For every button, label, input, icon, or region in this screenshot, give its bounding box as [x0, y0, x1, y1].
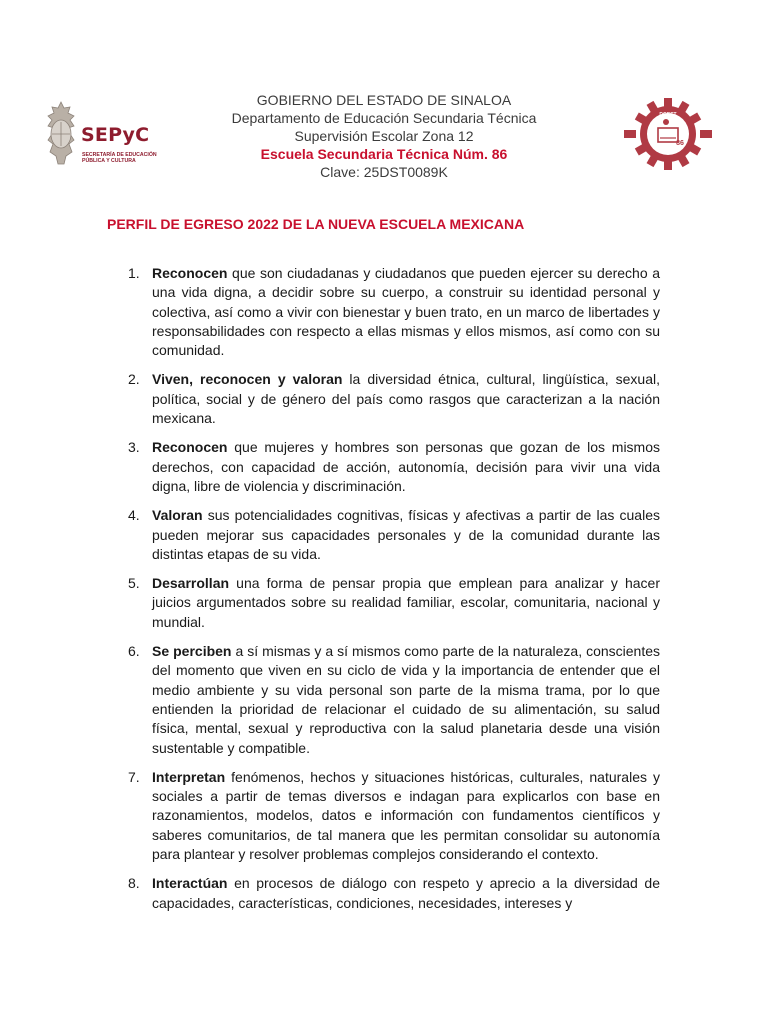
item-keyword: Reconocen: [152, 439, 228, 456]
item-text: una forma de pensar propia que emplean para analizar y hacer juicios argumentados sobre su realidad familiar, escolar, comunitaria, nacional y mundial.: [152, 575, 660, 630]
item-number: 5.: [128, 575, 140, 592]
list-item: [112, 574, 660, 632]
item-text: que mujeres y hombres son personas que gozan de los mismos derechos, con capacidad de acción, autonomía, decisión para vivir una vida digna, libre de violencia y discriminación.: [152, 439, 660, 494]
list-item: [112, 642, 660, 758]
profile-list: [112, 264, 660, 923]
list-item: [112, 370, 660, 428]
list-item: [112, 506, 660, 564]
header-supervision: Supervisión Escolar Zona 12: [294, 128, 474, 144]
item-keyword: Reconocen: [152, 265, 228, 281]
item-text: la diversidad étnica, cultural, lingüística, sexual, política, social y de género del país como rasgos que caracterizan a la nación mexicana.: [152, 371, 660, 427]
document-header: [0, 91, 768, 181]
item-text: que son ciudadanas y ciudadanos que pueden ejercer su derecho a una vida digna, a decidir sobre su cuerpo, a construir su identidad personal y colectiva, así como a vivir con bienestar y buen trato, en un marco de libertades y responsabilidades con respecto a ellas mismas y ellos mismos, así como con su comunidad.: [152, 265, 660, 359]
sepyc-subtitle: SECRETARÍA DE EDUCACIÓN PÚBLICA Y CULTURA: [82, 152, 157, 164]
header-clave: Clave: 25DST0089K: [320, 164, 448, 180]
list-item: [112, 264, 660, 360]
list-item: [112, 874, 660, 913]
item-number: 6.: [128, 643, 140, 660]
header-school-name: Escuela Secundaria Técnica Núm. 86: [260, 146, 508, 162]
header-government: GOBIERNO DEL ESTADO DE SINALOA: [256, 92, 512, 108]
item-number: 4.: [128, 507, 140, 524]
header-department: Departamento de Educación Secundaria Técnica: [231, 110, 537, 126]
item-number: 3.: [128, 439, 140, 456]
item-keyword: Interactúan: [152, 875, 228, 892]
item-number: 1.: [128, 265, 140, 281]
item-keyword: Desarrollan: [152, 575, 230, 592]
item-text: a sí mismas y a sí mismos como parte de la naturaleza, conscientes del momento que viven en su ciclo de vida y la importancia de entender que el medio ambiente y su vida personal son parte de la misma trama, por lo que entienden la prioridad de relacionar el cuidado de su alimentación, su salud física, mental, sexual y reproductiva con la salud planetaria desde una visión sustentable y compatible.: [152, 643, 661, 756]
item-keyword: Viven, reconocen y valoran: [152, 371, 343, 388]
document-title: PERFIL DE EGRESO 2022 DE LA NUEVA ESCUELA MEXICANA: [107, 216, 525, 232]
sepyc-wordmark: SEPyC: [81, 124, 150, 146]
item-number: 2.: [128, 371, 140, 388]
item-text: fenómenos, hechos y situaciones históricas, culturales, naturales y sociales a partir de temas diversos e indagan para explicarlos con base en razonamientos, modelos, datos e información con fundamentos científicos y saberes comunitarios, de tal manera que les permitan consolidar su autonomía para plantear y resolver problemas complejos considerando el contexto.: [152, 768, 660, 863]
emblem-number: 86: [676, 140, 684, 147]
list-item: [112, 768, 660, 864]
item-text: en procesos de diálogo con respeto y aprecio a la diversidad de capacidades, características, condiciones, necesidades, intereses y: [152, 875, 660, 911]
item-keyword: Valoran: [152, 507, 203, 524]
item-number: 8.: [128, 875, 140, 892]
item-keyword: Se perciben: [152, 643, 232, 660]
item-keyword: Interpretan: [152, 768, 226, 785]
emblem-text-top: DGEST: [659, 112, 677, 118]
list-item: [112, 438, 660, 496]
item-text: sus potencialidades cognitivas, físicas y afectivas a partir de las cuales pueden mejorar sus capacidades personales y de la comunidad durante las distintas etapas de su vida.: [152, 507, 660, 562]
item-number: 7.: [128, 768, 140, 785]
